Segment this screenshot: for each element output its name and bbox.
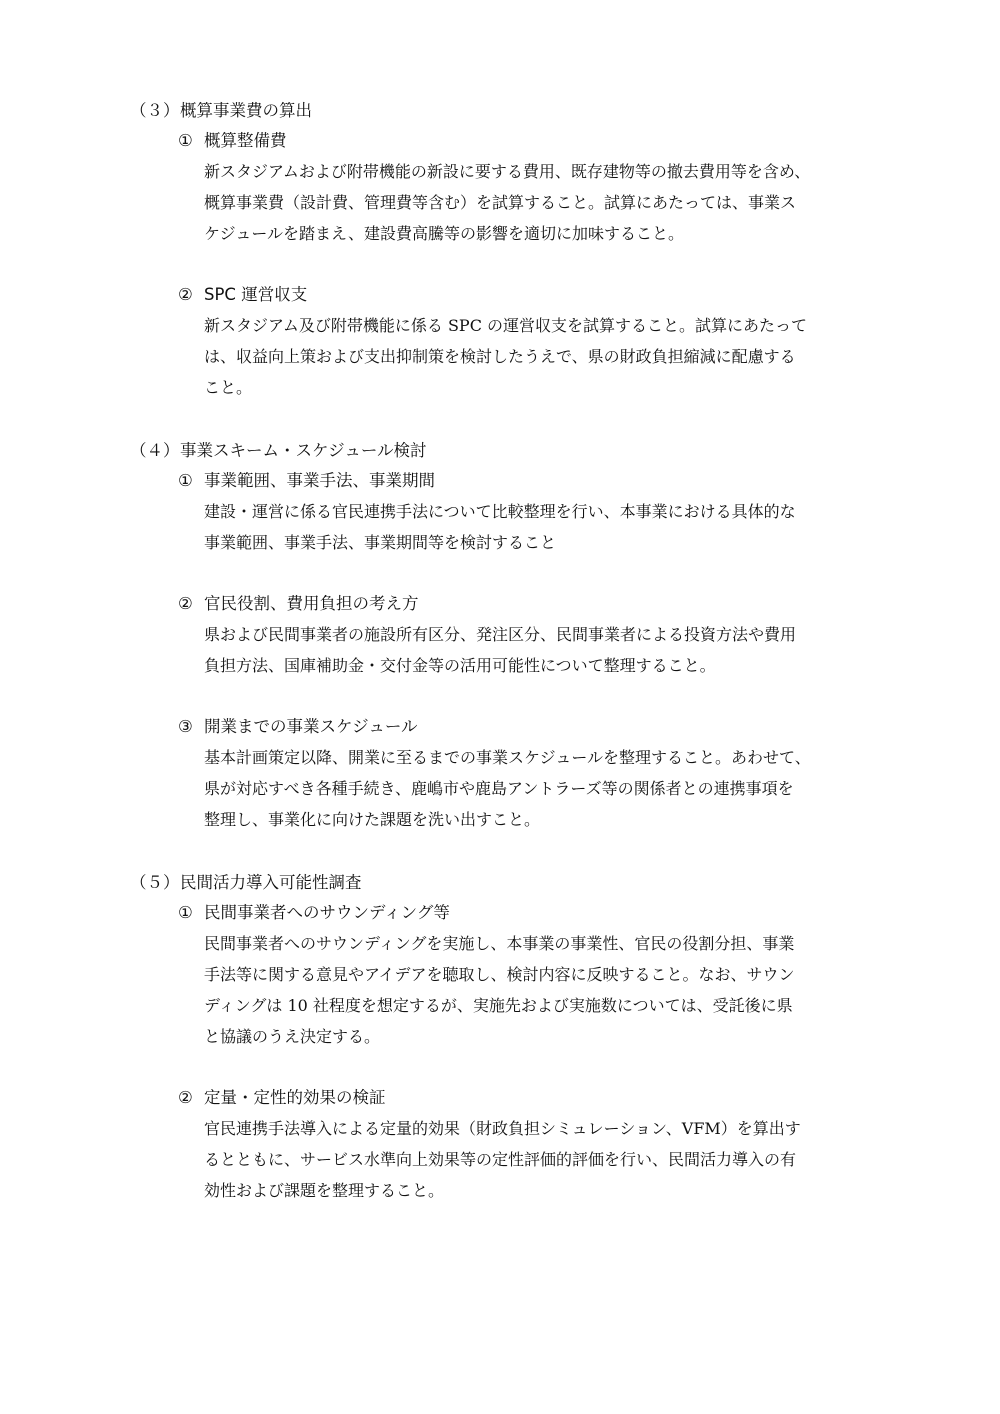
section-heading (130, 436, 890, 466)
text-line: るとともに、サービス水準向上効果等の定性評価的評価を行い、民間活力導入の有 (204, 1150, 797, 1169)
text-line: 基本計画策定以降、開業に至るまでの事業スケジュールを整理すること。あわせて、 (204, 748, 811, 767)
text-line: 県が対応すべき各種手続き、鹿嶋市や鹿島アントラーズ等の関係者との連携事項を (204, 779, 794, 798)
section-3 (130, 96, 890, 403)
paragraph (204, 496, 890, 558)
subsection-heading (178, 466, 890, 496)
text-line: 新スタジアムおよび附帯機能の新設に要する費用、既存建物等の撤去費用等を含め、 (204, 162, 811, 181)
section-5 (130, 868, 890, 1206)
section-title: 事業スキーム・スケジュール検討 (180, 441, 427, 460)
text-line: は、収益向上策および支出抑制策を検討したうえで、県の財政負担縮減に配慮する (204, 347, 796, 366)
subsection-title: 概算整備費 (204, 131, 287, 150)
text-line: 負担方法、国庫補助金・交付金等の活用可能性について整理すること。 (204, 656, 716, 675)
subsection-number: ② (178, 1088, 193, 1107)
text-line: 県および民間事業者の施設所有区分、発注区分、民間事業者による投資方法や費用 (204, 625, 797, 644)
subsection-3-2 (178, 280, 890, 403)
text-line: 事業範囲、事業手法、事業期間等を検討すること (204, 533, 557, 552)
subsection-title: 事業範囲、事業手法、事業期間 (204, 471, 435, 490)
subsection-title: 官民役割、費用負担の考え方 (204, 594, 419, 613)
subsection-number: ① (178, 903, 193, 922)
paragraph (204, 1113, 890, 1206)
section-heading (130, 96, 890, 126)
subsection-4-2 (178, 589, 890, 681)
subsection-title: 開業までの事業スケジュール (204, 717, 418, 736)
subsection-3-1 (178, 126, 890, 249)
subsection-heading (178, 712, 890, 742)
text-line: ケジュールを踏まえ、建設費高騰等の影響を適切に加味すること。 (204, 224, 685, 243)
subsection-heading (178, 589, 890, 619)
text-line: 効性および課題を整理すること。 (204, 1181, 445, 1200)
text-line: 官民連携手法導入による定量的効果（財政負担シミュレーション、VFM）を算出す (204, 1119, 801, 1138)
subsection-heading (178, 1083, 890, 1113)
text-line: 建設・運営に係る官民連携手法について比較整理を行い、本事業における具体的な (204, 502, 796, 521)
text-line: と協議のうえ決定する。 (204, 1027, 381, 1046)
subsection-number: ① (178, 471, 193, 490)
paragraph (204, 742, 890, 835)
section-number: （４） (130, 441, 180, 460)
subsection-heading (178, 126, 890, 156)
paragraph (204, 310, 890, 403)
subsection-4-1 (178, 466, 890, 558)
subsection-title: 定量・定性的効果の検証 (204, 1088, 386, 1107)
section-title: 概算事業費の算出 (180, 101, 312, 120)
subsection-5-1 (178, 898, 890, 1052)
subsection-number: ① (178, 131, 193, 150)
subsection-title: 民間事業者へのサウンディング等 (204, 903, 450, 922)
section-number: （５） (130, 873, 180, 892)
paragraph (204, 619, 890, 681)
subsection-number: ② (178, 285, 193, 304)
subsection-title: SPC 運営収支 (204, 285, 308, 304)
text-line: 概算事業費（設計費、管理費等含む）を試算すること。試算にあたっては、事業ス (204, 193, 797, 212)
subsection-4-3 (178, 712, 890, 835)
section-heading (130, 868, 890, 898)
subsection-number: ③ (178, 717, 193, 736)
text-line: こと。 (204, 378, 253, 397)
section-number: （３） (130, 101, 180, 120)
section-4 (130, 436, 890, 835)
subsection-number: ② (178, 594, 193, 613)
text-line: 手法等に関する意見やアイデアを聴取し、検討内容に反映すること。なお、サウン (204, 965, 795, 984)
text-line: 新スタジアム及び附帯機能に係る SPC の運営収支を試算すること。試算にあたって (204, 316, 808, 335)
paragraph (204, 928, 890, 1052)
section-title: 民間活力導入可能性調査 (180, 873, 362, 892)
text-line: 整理し、事業化に向けた課題を洗い出すこと。 (204, 810, 541, 829)
paragraph (204, 156, 890, 249)
subsection-heading (178, 898, 890, 928)
subsection-5-2 (178, 1083, 890, 1206)
text-line: ディングは 10 社程度を想定するが、実施先および実施数については、受託後に県 (204, 996, 793, 1015)
text-line: 民間事業者へのサウンディングを実施し、本事業の事業性、官民の役割分担、事業 (204, 934, 795, 953)
subsection-heading (178, 280, 890, 310)
